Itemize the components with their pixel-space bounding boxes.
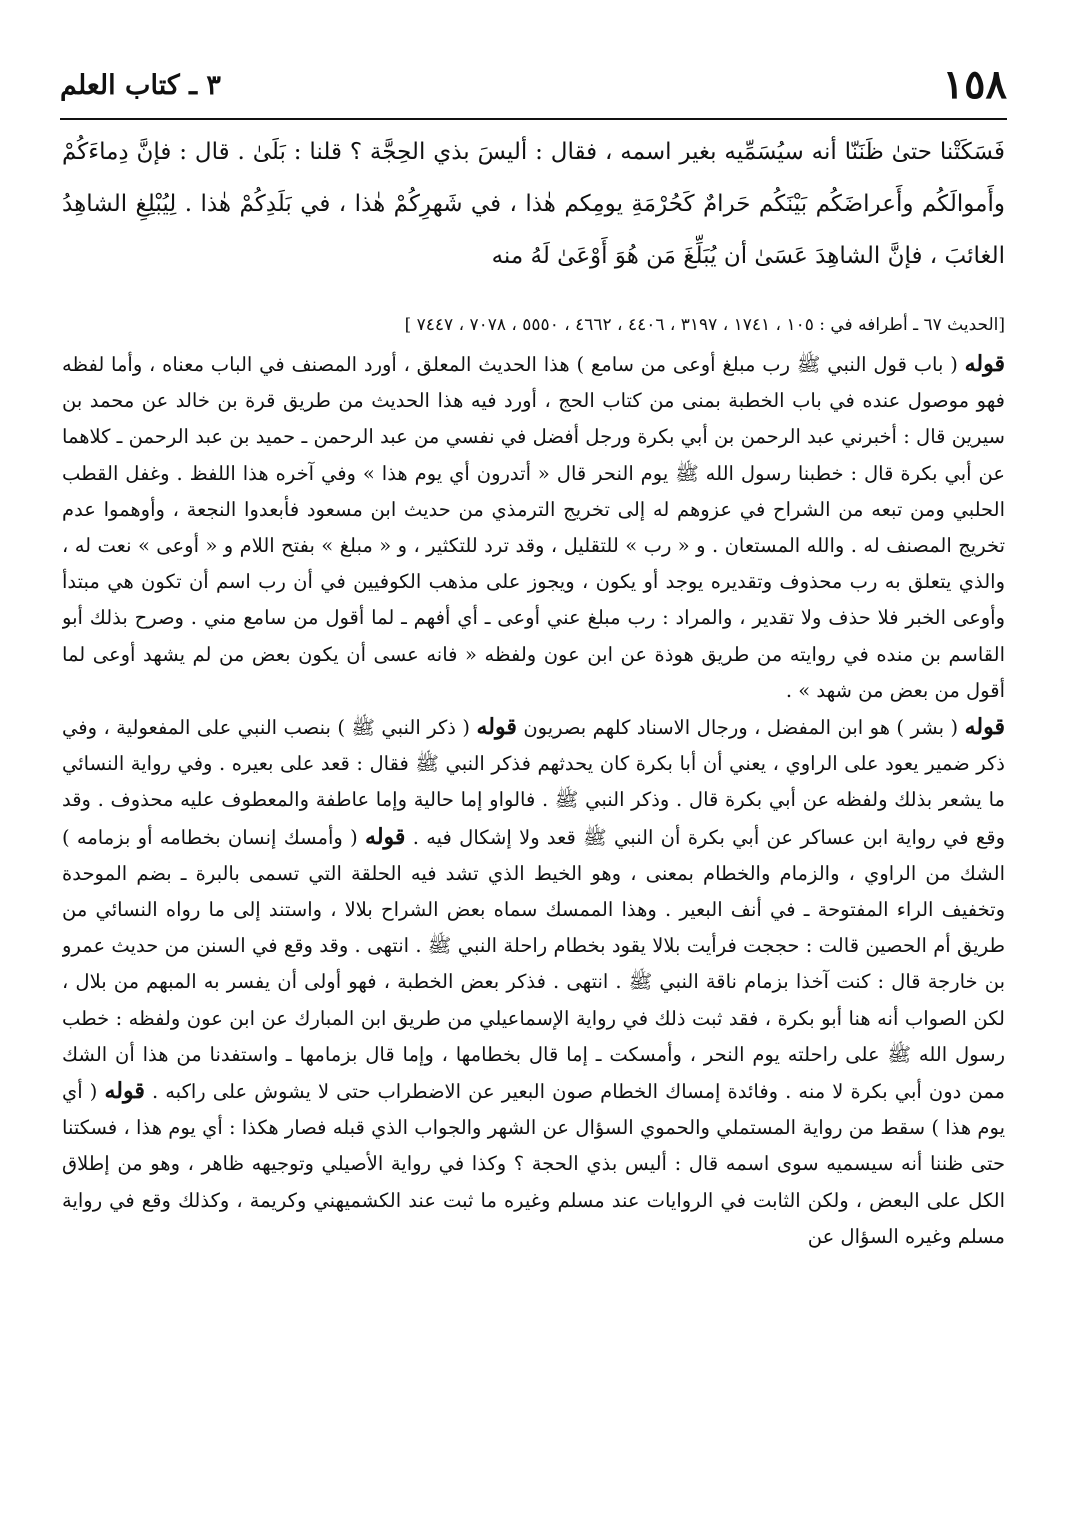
hadith-text: فَسَكَتْنا حتىٰ ظَنَنّا أنه سيُسَمِّيه بغير اسمه ، فقال : أليسَ بذي الحِجَّة ؟ قلنا : بَلَىٰ . قال : فإنَّ دِماءَكُمْ وأَموالَكُم وأَعراضَكُم بَيْنَكُم حَرامٌ كَحُرْمَةِ يومِكم هٰذا ، في شَهرِكُمْ هٰذا ، في بَلَدِكُمْ هٰذا . لِيُبْلِغِ الشاهِدُ الغائبَ ، فإنَّ الشاهِدَ عَسَىٰ أن يُبَلِّغَ مَن هُوَ أَوْعَىٰ لَهُ منه bbox=[62, 139, 1005, 269]
page-number: ١٥٨ bbox=[942, 61, 1007, 108]
commentary-text: ( باب قول النبي ﷺ رب مبلغ أوعى من سامع ) هذا الحديث المعلق ، أورد المصنف في الباب معناه ، وأما لفظه فهو موصول عنده في باب الخطبة بمنى من كتاب الحج ، أورد فيه هذا الحديث من طريق قرة بن خالد عن محمد بن سيرين قال : أخبرني عبد الرحمن بن أبي بكرة ورجل أفضل في نفسي من عبد الرحمن ـ حميد بن عبد الرحمن ـ كلاهما عن أبي بكرة قال : خطبنا رسول الله ﷺ يوم النحر قال « أتدرون أي يوم هذا » وفي آخره هذا اللفظ . وغفل القطب الحلبي ومن تبعه من الشراح في عزوهم له إلى تخريج الترمذي من حديث ابن مسعود فأبعدوا النجعة ، وأوهموا عدم تخريج المصنف له . والله المستعان . و « رب » للتقليل ، وقد ترد للتكثير ، و « مبلغ » بفتح اللام و « أوعى » نعت له ، والذي يتعلق به رب محذوف وتقديره يوجد أو يكون ، ويجوز على مذهب الكوفيين في أن رب اسم أن تكون هي مبتدأ وأوعى الخبر فلا حذف ولا تقدير ، والمراد : رب مبلغ عني أوعى ـ أي أفهم ـ لما أقول من سامع مني . وصرح بذلك أبو القاسم بن منده في روايته من طريق هوذة عن ابن عون ولفظه « فانه عسى أن يكون بعض من لم يشهد أوعى لما أقول من بعض من شهد » . bbox=[62, 353, 1005, 702]
keyword-qawluhu: قوله bbox=[476, 714, 517, 741]
keyword-qawluhu: قوله bbox=[365, 823, 406, 850]
page-header bbox=[60, 60, 1007, 116]
commentary-text: ( أي يوم هذا ) سقط من رواية المستملي والحموي السؤال عن الشهر والجواب الذي قبله فصار هكذا : أي يوم هذا ، فسكتنا حتى ظننا أنه سيسميه سوى اسمه قال : أليس بذي الحجة ؟ وكذا في رواية الأصيلي وتوجيهه ظاهر ، وهو من إطلاق الكل على البعض ، ولكن الثابت في الروايات عند مسلم وغيره ما ثبت عند الكشميهني وكريمة ، وكذلك وقع في رواية مسلم وغيره السؤال عن bbox=[62, 1080, 1005, 1248]
commentary-block bbox=[62, 346, 1005, 1432]
running-title: ٣ ـ كتاب العلم bbox=[60, 70, 221, 101]
hadith-references: [الحديث ٦٧ ـ أطرافه في : ١٠٥ ، ١٧٤١ ، ٣١٩٧ ، ٤٤٠٦ ، ٤٦٦٢ ، ٥٥٥٠ ، ٧٠٧٨ ، ٧٤٤٧ ] bbox=[404, 315, 1005, 335]
keyword-qawluhu: قوله bbox=[964, 714, 1005, 741]
commentary-text: ( وأمسك إنسان بخطامه أو بزمامه ) الشك من الراوي ، والزمام والخطام بمعنى ، وهو الخيط الذي تشد فيه الحلقة التي تسمى بالبرة ـ بضم الموحدة وتخفيف الراء المفتوحة ـ في أنف البعير . وهذا الممسك سماه بعض الشراح بلالا ، واستند إلى ما رواه النسائي من طريق أم الحصين قالت : حججت فرأيت بلالا يقود بخطام راحلة النبي ﷺ . انتهى . وقد وقع في السنن من حديث عمرو بن خارجة قال : كنت آخذا بزمام ناقة النبي ﷺ . انتهى . فذكر بعض الخطبة ، فهو أولى أن يفسر به المبهم من بلال ، لكن الصواب أنه هنا أبو بكرة ، فقد ثبت ذلك في رواية الإسماعيلي من طريق ابن المبارك عن ابن عون ولفظه : خطب رسول الله ﷺ على راحلته يوم النحر ، وأمسكت ـ إما قال بخطامها ، وإما قال بزمامها ـ واستفدنا من هذا أن الشك ممن دون أبي بكرة لا منه . وفائدة إمساك الخطام صون البعير عن الاضطراب حتى لا يشوش على راكبه . bbox=[62, 825, 1005, 1104]
commentary-paragraph bbox=[62, 709, 1005, 1255]
keyword-qawluhu: قوله bbox=[964, 351, 1005, 377]
commentary-text: ( بشر ) هو ابن المفضل ، ورجال الاسناد كلهم بصريون bbox=[523, 716, 959, 740]
commentary-paragraph bbox=[62, 346, 1005, 709]
keyword-qawluhu: قوله bbox=[104, 1078, 145, 1105]
header-divider bbox=[60, 118, 1007, 120]
hadith-text-block bbox=[62, 126, 1005, 282]
commentary-text: ( ذكر النبي ﷺ ) بنصب النبي على المفعولية ، وفي ذكر ضمير يعود على الراوي ، يعني أن أبا بكرة كان يحدثهم فذكر النبي ﷺ فقال : قعد على بعيره . وفي رواية النسائي ما يشعر بذلك ولفظه عن أبي بكرة قال . وذكر النبي ﷺ . فالواو إما حالية وإما عاطفة والمعطوف عليه محذوف . وقد وقع في رواية ابن عساكر عن أبي بكرة أن النبي ﷺ قعد ولا إشكال فيه . bbox=[62, 716, 1005, 849]
